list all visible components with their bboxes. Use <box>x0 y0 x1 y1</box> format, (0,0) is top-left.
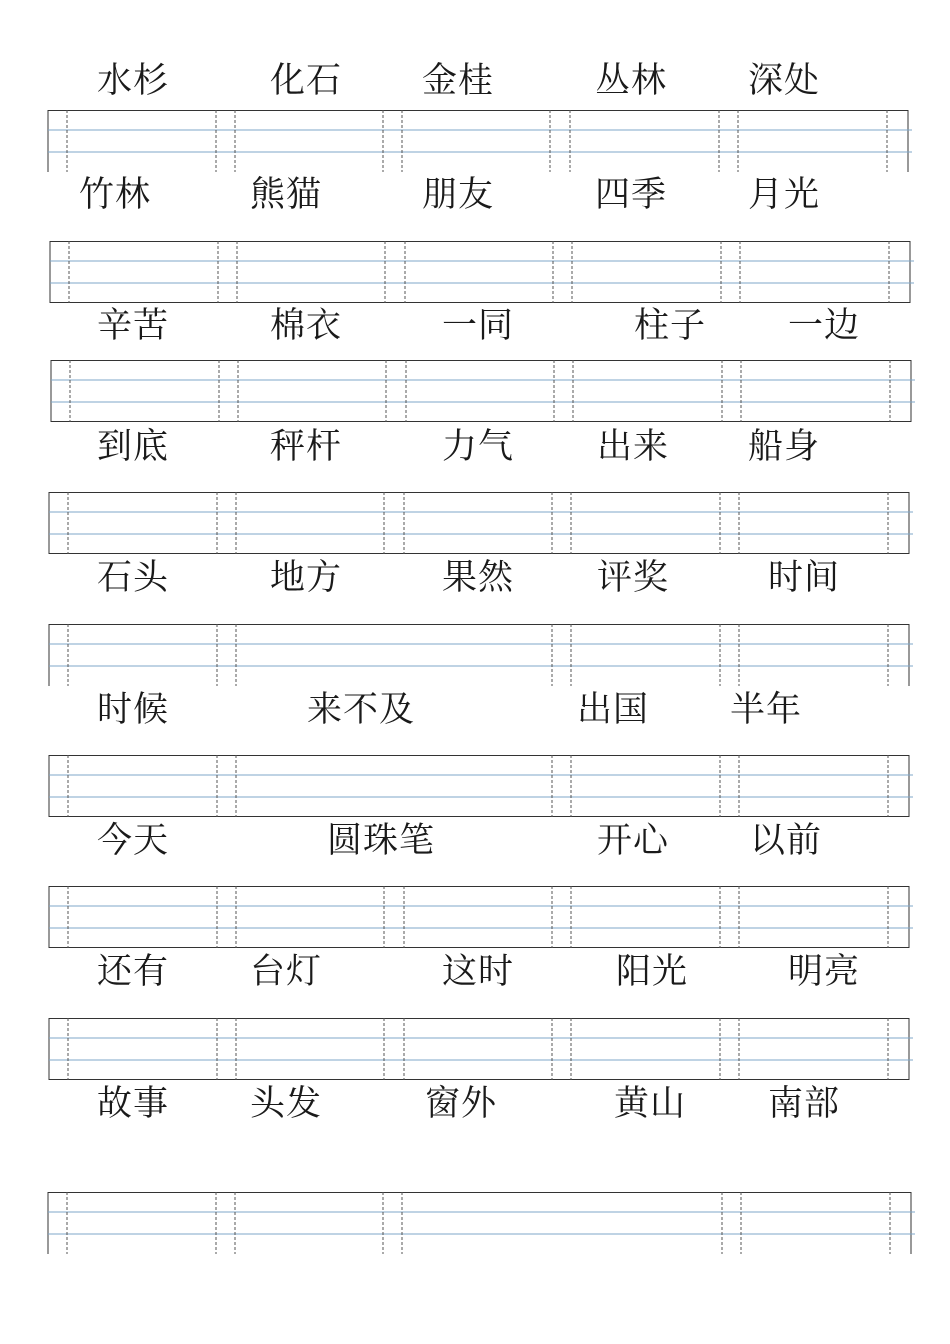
vocab-word: 头发 <box>250 1084 323 1124</box>
vocab-word: 船身 <box>748 427 821 467</box>
writing-grid-row <box>0 624 950 688</box>
vocab-word: 四季 <box>595 175 668 215</box>
vocab-word: 出来 <box>597 427 670 467</box>
vocab-word: 还有 <box>97 952 170 992</box>
vocab-word: 辛苦 <box>97 306 170 346</box>
writing-grid-row <box>0 1018 950 1082</box>
vocab-word: 棉衣 <box>270 306 343 346</box>
vocab-word: 时候 <box>97 690 170 730</box>
writing-grid-row <box>0 1192 950 1256</box>
vocab-word: 窗外 <box>425 1084 498 1124</box>
vocab-word: 圆珠笔 <box>327 821 436 861</box>
vocab-word: 深处 <box>748 61 821 101</box>
vocab-word: 今天 <box>97 821 170 861</box>
vocab-word: 月光 <box>748 175 821 215</box>
vocab-word: 半年 <box>730 690 803 730</box>
vocab-word: 故事 <box>97 1084 170 1124</box>
vocab-word: 台灯 <box>250 952 323 992</box>
vocab-word: 一同 <box>442 306 515 346</box>
vocab-word: 朋友 <box>422 175 495 215</box>
writing-grid-row <box>0 492 950 556</box>
writing-grid-row <box>0 886 950 950</box>
vocab-word: 时间 <box>768 558 841 598</box>
vocab-word: 来不及 <box>307 690 416 730</box>
writing-grid-row <box>0 360 950 424</box>
vocab-word: 丛林 <box>595 61 668 101</box>
vocab-word: 一边 <box>788 306 861 346</box>
vocab-word: 金桂 <box>422 61 495 101</box>
vocab-word: 竹林 <box>79 175 152 215</box>
vocab-word: 评奖 <box>597 558 670 598</box>
vocab-word: 熊猫 <box>250 175 323 215</box>
vocab-word: 到底 <box>97 427 170 467</box>
vocab-word: 明亮 <box>788 952 861 992</box>
vocab-word: 秤杆 <box>270 427 343 467</box>
vocab-word: 出国 <box>577 690 650 730</box>
vocab-word: 柱子 <box>634 306 707 346</box>
vocab-word: 黄山 <box>614 1084 687 1124</box>
vocab-word: 这时 <box>442 952 515 992</box>
writing-grid-row <box>0 241 950 305</box>
vocab-word: 地方 <box>270 558 343 598</box>
vocab-word: 化石 <box>270 61 343 101</box>
vocab-word: 水杉 <box>97 61 170 101</box>
vocab-word: 果然 <box>442 558 515 598</box>
vocab-word: 以前 <box>750 821 823 861</box>
vocab-word: 阳光 <box>616 952 689 992</box>
vocab-word: 石头 <box>97 558 170 598</box>
vocab-word: 力气 <box>442 427 515 467</box>
vocab-word: 南部 <box>768 1084 841 1124</box>
writing-grid-row <box>0 110 950 174</box>
vocab-word: 开心 <box>597 821 670 861</box>
writing-grid-row <box>0 755 950 819</box>
